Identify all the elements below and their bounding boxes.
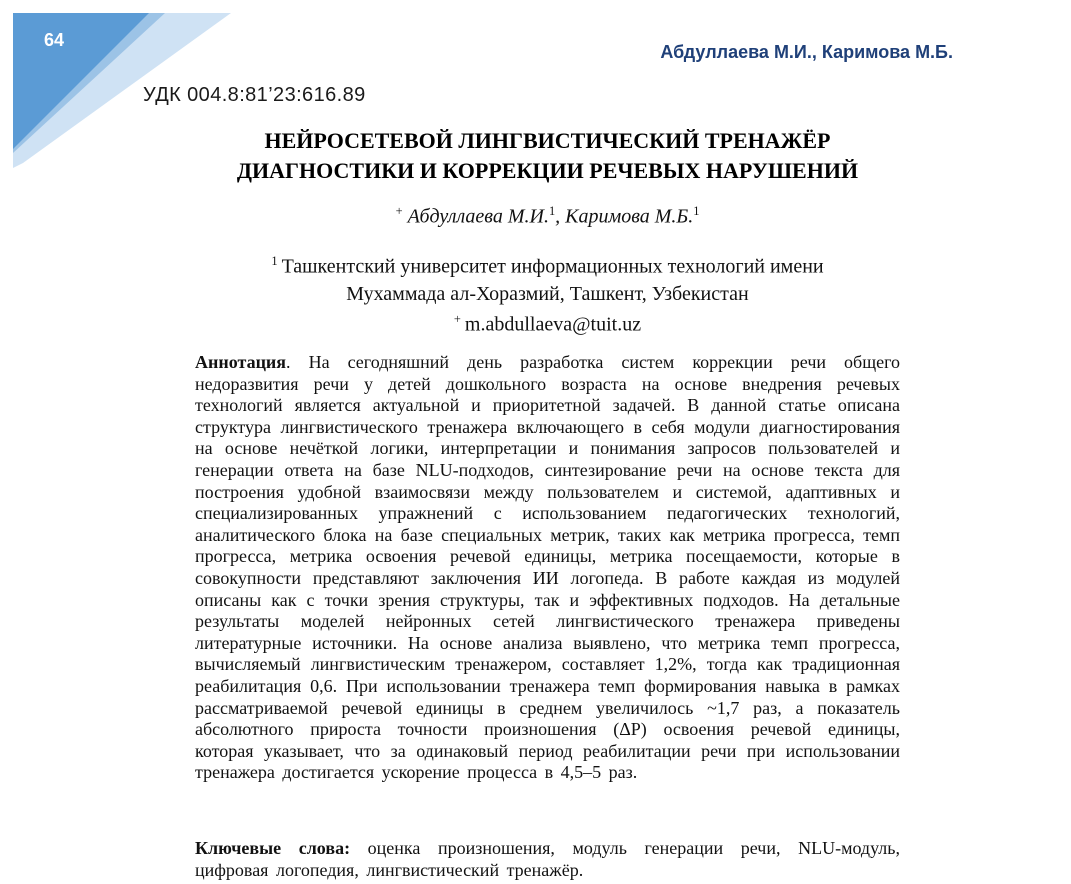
affiliation-line2: Мухаммада ал-Хоразмий, Ташкент, Узбекистан: [346, 282, 749, 305]
email-line: [195, 312, 900, 337]
email-corresponding-mark: +: [453, 312, 461, 326]
article-title-line1: НЕЙРОСЕТЕВОЙ ЛИНГВИСТИЧЕСКИЙ ТРЕНАЖЁР: [264, 128, 831, 153]
keywords-paragraph: [195, 837, 900, 881]
page-number: 64: [44, 30, 65, 50]
affiliation-mark: 1: [271, 254, 278, 268]
author-name-1: Абдуллаева М.И.: [407, 205, 549, 228]
author-2-affiliation-mark: 1: [693, 204, 700, 218]
keywords-label: Ключевые слова:: [195, 838, 351, 858]
authors-separator: ,: [555, 205, 566, 228]
author-name-2: Каримова М.Б.: [565, 205, 694, 228]
corresponding-author-mark: +: [395, 204, 403, 218]
abstract-paragraph: [195, 352, 900, 784]
keywords-text: оценка произношения, модуль генерации речи, NLU-модуль, цифровая логопедия, лингвистический тренажёр.: [195, 838, 900, 880]
abstract-label: Аннотация: [195, 352, 287, 372]
email-address: m.abdullaeva@tuit.uz: [464, 313, 642, 336]
article-title: [195, 126, 900, 186]
udc-code: УДК 004.8:81’23:616.89: [143, 84, 366, 106]
abstract-text: . На сегодняшний день разработка систем коррекции речи общего недоразвития речи у детей дошкольного возраста на основе внедрения речевых технологий является актуальной и приоритетной задачей. В данной статье описана структура лингвистического тренажера включающего в себя модули диагностирования на основе нечёткой логики, интерпретации и понимания запросов пользователей и генерации ответа на базе NLU-подходов, синтезирование речи на основе текста для построения удобной взаимосвязи между пользователем и системой, адаптивных и специализированных упражнений с использованием педагогических технологий, аналитического блока на базе специальных метрик, таких как метрика прогресса, темп прогресса, метрика освоения речевой единицы, метрика посещаемости, которые в совокупности представляют заключения ИИ логопеда. В работе каждая из модулей описаны как с точки зрения структуры, так и эффективных подходов. На детальные результаты моделей нейронных сетей лингвистического тренажера приведены литературные источники. На основе анализа выявлено, что метрика темп прогресса, вычисляемый лингвистическим тренажером, составляет 1,2%, тогда как традиционная реабилитация 0,6. При использовании тренажера темп формирования навыка в рамках рассматриваемой речевой единицы в среднем увеличилось ~1,7 раз, а показатель абсолютного прироста точности произношения (ΔР) освоения речевой единицы, которая указывает, что за одинаковый период реабилитации речи при использовании тренажера достигается ускорение процесса в 4,5–5 раз.: [195, 352, 900, 783]
running-head-authors: Абдуллаева М.И., Каримова М.Б.: [660, 42, 953, 62]
author-1-affiliation-mark: 1: [548, 204, 556, 218]
article-title-line2: ДИАГНОСТИКИ И КОРРЕКЦИИ РЕЧЕВЫХ НАРУШЕНИЙ: [236, 158, 859, 183]
affiliation: [195, 248, 900, 308]
authors-line: [195, 204, 900, 229]
affiliation-line1: Ташкентский университет информационных технологий имени: [281, 255, 824, 278]
